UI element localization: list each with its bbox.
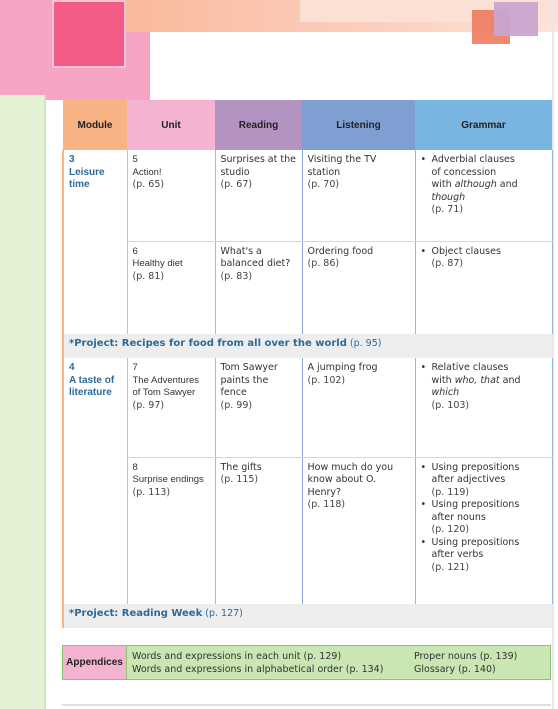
decorative-purple-square [494,2,538,36]
unit-title-line: The Adventures [132,374,200,386]
unit-page: (p. 113) [132,486,171,498]
unit-number: 5 [132,154,138,165]
reading-page: (p. 83) [220,270,253,282]
appendix-item: Words and expressions in each unit (p. 129) [132,651,342,662]
grammar-cell [415,150,552,241]
unit-page: (p. 97) [132,399,165,411]
grammar-line: • Relative clauses [431,362,509,373]
grammar-page: (p. 121) [431,561,470,573]
project-page: (p. 95) [349,338,382,349]
grammar-keyword: who, that [454,374,500,386]
grammar-item [421,362,547,412]
listening-cell [302,457,415,604]
reading-title-line: What's a [220,245,262,257]
project-row [63,334,552,358]
contents-table [62,100,553,628]
module-title-line: literature [69,387,112,398]
project-cell [63,334,552,358]
grammar-item [421,537,547,575]
listening-title-line: know about O. Henry? [307,474,377,498]
unit-cell [127,457,215,604]
listening-page: (p. 118) [307,499,346,510]
reading-cell [215,150,302,241]
table-row [63,358,552,457]
listening-cell [302,241,415,334]
unit-title: Action! [132,166,162,178]
grammar-page: (p. 71) [431,204,464,215]
appendices-box [62,645,551,680]
grammar-line: after nouns [431,511,486,523]
appendices-list [127,646,550,679]
grammar-line: • Using prepositions [431,536,520,548]
reading-cell [215,457,302,604]
grammar-line [432,179,547,192]
unit-title-line: of Tom Sawyer [132,387,196,398]
grammar-keyword: though [431,191,466,203]
grammar-line: • Adverbial clauses [431,154,515,165]
appendix-item: Glossary (p. 140) [414,664,496,675]
listening-title: Visiting the TV station [307,154,377,178]
reading-title-line: Surprises at the [220,154,296,165]
unit-cell [127,150,215,241]
appendices-label: Appendices [63,646,127,679]
grammar-line: of concession [431,166,497,178]
module-cell [63,358,127,604]
reading-title-line: studio [220,166,250,178]
grammar-line: after verbs [431,549,484,560]
bottom-divider [62,704,551,706]
project-label: *Project: Reading Week [69,608,203,619]
grammar-text: with [431,179,455,190]
grammar-item [421,462,547,500]
decorative-magenta-square [52,0,126,68]
decorative-left-green-line [44,95,46,709]
reading-page: (p. 67) [220,179,253,190]
module-number: 4 [69,362,75,373]
listening-page: (p. 102) [307,374,346,386]
table-row [63,241,552,334]
grammar-line: after adjectives [431,474,506,485]
grammar-list [421,462,547,575]
unit-number: 8 [132,461,138,473]
listening-title-line: How much do you [307,461,394,473]
appendices-column [132,650,414,675]
reading-cell [215,241,302,334]
unit-header: Unit [127,100,215,150]
module-number: 3 [69,154,75,165]
grammar-line [432,375,547,388]
listening-cell [302,150,415,241]
reading-title-line: The gifts [220,461,262,473]
unit-cell [127,241,215,334]
grammar-line: • Object clauses [431,245,501,257]
appendix-item: Words and expressions in alphabetical order (p. 134) [132,664,384,675]
unit-title: Healthy diet [132,258,183,269]
reading-cell [215,358,302,457]
project-row [63,604,552,628]
grammar-item [421,246,547,271]
grammar-page: (p. 103) [431,399,470,411]
project-label: *Project: Recipes for food from all over the world [69,338,347,349]
unit-number: 6 [132,245,138,257]
decorative-left-green-strip [0,95,44,709]
module-title-line: A taste of [69,374,115,386]
listening-cell [302,358,415,457]
project-page: (p. 127) [205,608,243,619]
module-title-line: Leisure [69,166,105,178]
reading-title-line: balanced diet? [220,258,291,269]
reading-title-line: Tom Sawyer [220,362,278,373]
grammar-cell [415,241,552,334]
table-row [63,150,552,241]
appendices-column [414,650,545,675]
header-row [63,100,552,150]
project-cell [63,604,552,628]
listening-title: Ordering food [307,245,374,257]
grammar-text: with [431,374,455,386]
grammar-cell [415,358,552,457]
reading-title-line: paints the fence [220,374,269,398]
grammar-list [421,362,547,412]
grammar-page: (p. 87) [431,258,464,269]
listening-page: (p. 86) [307,258,340,269]
grammar-item [421,154,547,217]
table-row [63,457,552,604]
grammar-page: (p. 119) [431,486,470,498]
grammar-page: (p. 120) [431,524,470,535]
module-cell [63,150,127,334]
grammar-text: and [496,179,518,190]
grammar-line: • Using prepositions [431,499,520,510]
reading-page: (p. 115) [220,474,259,485]
listening-page: (p. 70) [307,179,340,190]
unit-number: 7 [132,362,138,373]
grammar-cell [415,457,552,604]
grammar-list [421,154,547,217]
listening-title: A jumping frog [307,362,378,373]
appendix-item: Proper nouns (p. 139) [414,651,518,662]
unit-title: Surprise endings [132,474,204,485]
grammar-text: and [499,374,521,386]
unit-page: (p. 65) [132,179,165,190]
grammar-keyword: although [454,179,497,190]
grammar-keyword: which [431,387,460,398]
module-header: Module [63,100,127,150]
reading-header: Reading [215,100,302,150]
unit-page: (p. 81) [132,270,165,282]
listening-header: Listening [302,100,415,150]
grammar-line: • Using prepositions [431,461,520,473]
grammar-header: Grammar [415,100,552,150]
grammar-list [421,246,547,271]
reading-page: (p. 99) [220,399,253,411]
module-title-line: time [69,179,90,190]
unit-cell [127,358,215,457]
grammar-item [421,499,547,537]
